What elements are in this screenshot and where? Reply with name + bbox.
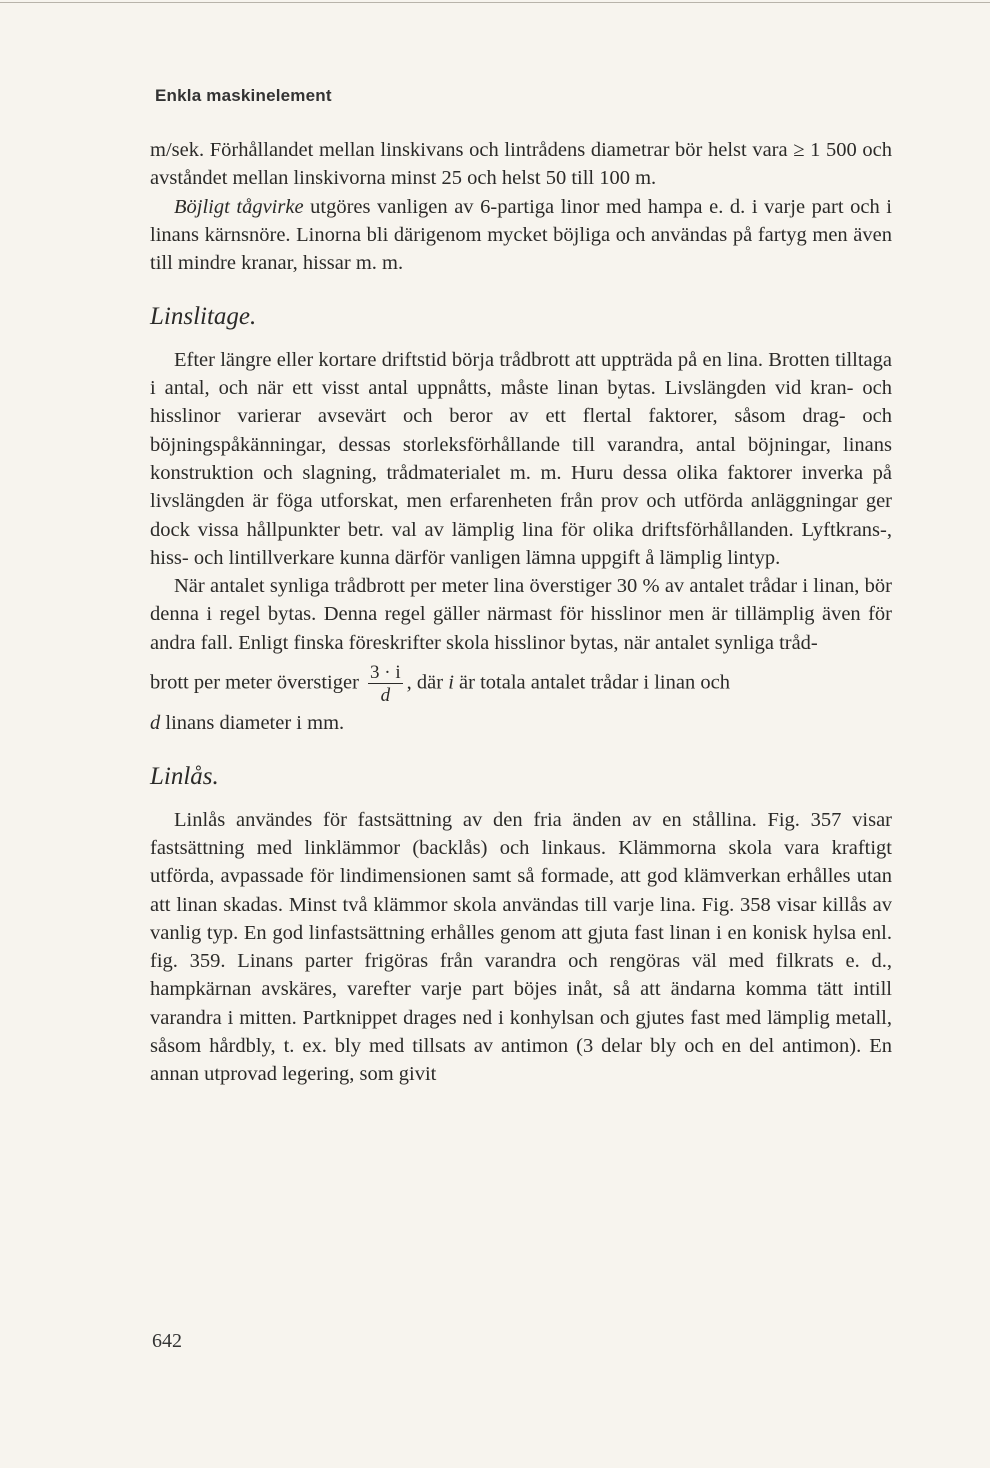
heading-linslitage: Linslitage. [150,303,257,331]
paragraph-linslitage-2: När antalet synliga trådbrott per meter lina överstiger 30 % av antalet trådar i linan, bör denna i regel bytas. Denna regel gäller närmast för hisslinor men är tillämplig även för andra fall. Enligt finska föreskrifter skola hisslinor bytas, när antalet synliga tråd- [150,575,892,654]
top-rule [0,2,990,3]
fraction-formula [368,663,403,705]
formula-mid-text: , där [406,671,449,694]
page-number: 642 [152,1330,182,1352]
paragraph-linlas-1: Linlås användes för fastsättning av den fria änden av en stållina. Fig. 357 visar fastsättning med linklämmor (backlås) och linkaus. Klämmorna skola vara kraftigt utförda, avpassade för lindimensionen samt så formade, att god klämverkan erhålles utan att linan skadas. Minst två klämmor skola användas till varje lina. Fig. 358 visar killås av vanlig typ. En god linfastsättning erhålles genom att gjuta fast linan i en konisk hylsa enl. fig. 359. Linans parter frigöras från varandra och rengöras väl med filkrats e. d., hampkärnan avskäres, varefter varje part böjes inåt, så att ändarna komma tätt intill varandra i mitten. Partknippet drages ned i konhylsan och gjutes fast med lämplig metall, såsom hårdbly, t. ex. bly med tillsats av antimon (3 delar bly och en del antimon). En annan utprovad legering, som givit [150,808,892,1086]
paragraph-intro-1: m/sek. Förhållandet mellan linskivans och lintrådens diametrar bör helst vara ≥ 1 500 och avståndet mellan linskivorna minst 25 och helst 50 till 100 m. [150,139,892,190]
term-bojligt-tagvirke: Böjligt tågvirke [174,195,304,218]
formula-lead-text: brott per meter överstiger [150,671,365,694]
paragraph-intro-2-text: utgöres vanligen av 6-partiga linor med hampa e. d. i varje part och i linans kärnsnöre. Linorna bli därigenom mycket böjliga och användas på fartyg men även till mindre kranar, hissar m. m. [150,195,892,275]
paragraph-linslitage-3 [150,663,892,705]
paragraph-linslitage-4-text: linans diameter i mm. [160,712,345,735]
formula-tail-text: är totala antalet trådar i linan och [453,671,730,694]
paragraph-intro-2 [150,193,892,278]
formula-denominator: d [380,685,391,707]
running-head: Enkla maskinelement [155,86,332,105]
formula-numerator: 3 · i [370,662,401,684]
variable-i: i [448,671,454,694]
paragraph-linslitage-1: Efter längre eller kortare driftstid börja trådbrott att uppträda på en lina. Brotten tilltaga i antal, och när ett visst antal uppnåtts, måste linan bytas. Livslängden vid kran- och hisslinor varierar avsevärt och beror av ett flertal faktorer, såsom drag- och böjningspåkänningar, dessas storleksförhållande till varandra, antal böjningar, linans konstruktion och slagning, trådmaterialet m. m. Huru dessa olika faktorer inverka på livslängden är föga utforskat, men erfarenheten från prov och utförda anläggningar ger dock vissa hållpunkter betr. val av lämplig lina för olika driftsförhållanden. Lyftkrans-, hiss- och lintillverkare kunna därför vanligen lämna uppgift å lämplig lintyp. [150,348,892,569]
heading-linlas: Linlås. [150,763,219,791]
variable-d: d [150,712,161,735]
paragraph-linslitage-4 [150,709,892,737]
body-text [150,136,892,1089]
